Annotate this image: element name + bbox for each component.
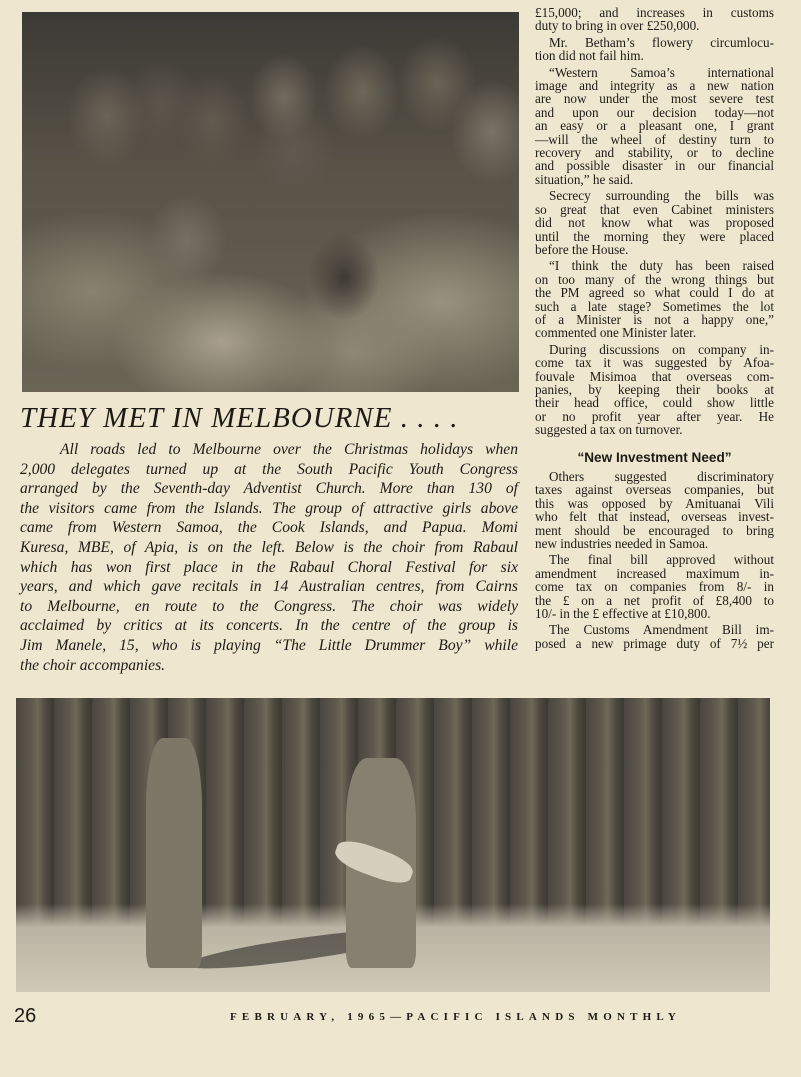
article-paragraph [535,6,774,33]
article-line: The final bill approved without [549,552,774,568]
article-line: an easy or a pleasant one, I grant [535,118,774,134]
caption-line: the visitors came from the Islands. The group of attractive girls above [20,499,518,517]
article-line: During discussions on company in- [549,341,774,357]
article-paragraph [535,470,774,550]
article-line: situation,” he said. [535,171,634,187]
article-line: The Customs Amendment Bill im- [549,622,774,638]
article-line: “Western Samoa’s international [549,64,774,80]
article-line: Mr. Betham’s flowery circumlocu- [549,34,774,50]
article-subheading: “New Investment Need” [577,449,732,465]
article-line: —will the wheel of destiny turn to [535,131,774,147]
running-head: FEBRUARY, 1965—PACIFIC ISLANDS MONTHLY [230,1011,682,1023]
article-line: are now under the most severe test [535,91,774,107]
article-line: until the morning they were placed [535,228,774,244]
article-line: did not know what was proposed [535,215,774,231]
article-line: “I think the duty has been raised [549,258,774,274]
article-paragraph [535,66,774,187]
article-paragraph [535,343,774,437]
article-line: of a Minister is not a happy one,” [535,311,774,327]
caption-line: came from Western Samoa, the Cook Islands, and Papua. Momi [20,519,518,537]
article-line: and upon our decision today—not [535,104,774,120]
article-line: suggested a tax on turnover. [535,422,683,438]
article-line: fouvale Misimoa that overseas com- [535,368,774,384]
article-line: come tax it was suggested by Afoa- [535,355,774,371]
article-line: 10/- in the £ effective at £10,800. [535,606,711,622]
caption-line: Kuresa, MBE, of Apia, is on the left. Below is the choir from Rabaul [20,538,518,556]
article-line: and possible disaster in our financial [535,158,774,174]
page-number: 26 [14,1005,37,1027]
article-line: this was opposed by Amituanai Vili [535,495,774,511]
article-line: Others suggested discriminatory [549,469,774,484]
caption-body [20,440,518,675]
article-line: duty to bring in over £250,000. [535,18,700,34]
choir-photo [16,698,770,992]
caption-line: years, and which gave recitals in 14 Australian centres, from Cairns [20,578,518,596]
article-line: before the House. [535,241,629,257]
caption-line: to Melbourne, en route to the Congress. The choir was widely [20,597,518,615]
caption-line: the choir accompanies. [20,656,166,674]
caption-line: which has won first place in the Rabaul Choral Festival for six [20,558,518,576]
caption-line: arranged by the Seventh-day Adventist Church. More than 130 of [20,480,518,498]
delegates-group-photo [22,12,519,392]
article-line: their head office, could show little [535,395,774,411]
article-line: amendment increased maximum in- [535,565,774,581]
article-line: commented one Minister later. [535,325,697,341]
article-line: so great that even Cabinet ministers [535,201,774,217]
caption-line: acclaimed by critics at its concerts. In the centre of the group is [20,617,518,635]
article-line: posed a new primage duty of 7½ per [535,635,774,651]
article-line: the £ on a net profit of £8,400 to [535,592,774,608]
article-line: come tax on companies from 8/- in [535,579,774,595]
article-line: taxes against overseas companies, but [535,482,774,498]
article-paragraph [535,623,774,650]
caption-title: THEY MET IN MELBOURNE . . . . [20,402,459,434]
article-line: such a late stage? Sometimes the lot [535,298,774,314]
article-line: new industries needed in Samoa. [535,536,709,552]
article-column [535,6,774,653]
article-line: recovery and stability, or to decline [535,145,774,161]
article-line: ment should be encouraged to bring [535,522,774,538]
page-footer [0,1005,801,1031]
article-paragraph [535,36,774,63]
article-paragraph [535,189,774,256]
article-line: on too many of the wrong things but [535,271,774,287]
article-line: tion did not fail him. [535,48,644,64]
article-line: who felt that instead, overseas invest- [535,509,774,525]
article-paragraph [535,553,774,620]
article-line: image and integrity as a new nation [535,78,774,94]
article-line: or no profit year after year. He [535,408,774,424]
caption-line: 2,000 delegates turned up at the South Pacific Youth Congress [20,460,518,478]
article-line: £15,000; and increases in customs [535,5,774,20]
article-line: Secrecy surrounding the bills was [549,188,774,204]
article-line: the PM agreed so what could I do at [535,285,774,301]
conductor-figure [146,738,202,968]
article-line: panies, by keeping their books at [535,381,774,397]
caption-line: All roads led to Melbourne over the Christmas holidays when [60,441,518,458]
article-paragraph [535,259,774,339]
caption-line: Jim Manele, 15, who is playing “The Little Drummer Boy” while [20,636,518,654]
